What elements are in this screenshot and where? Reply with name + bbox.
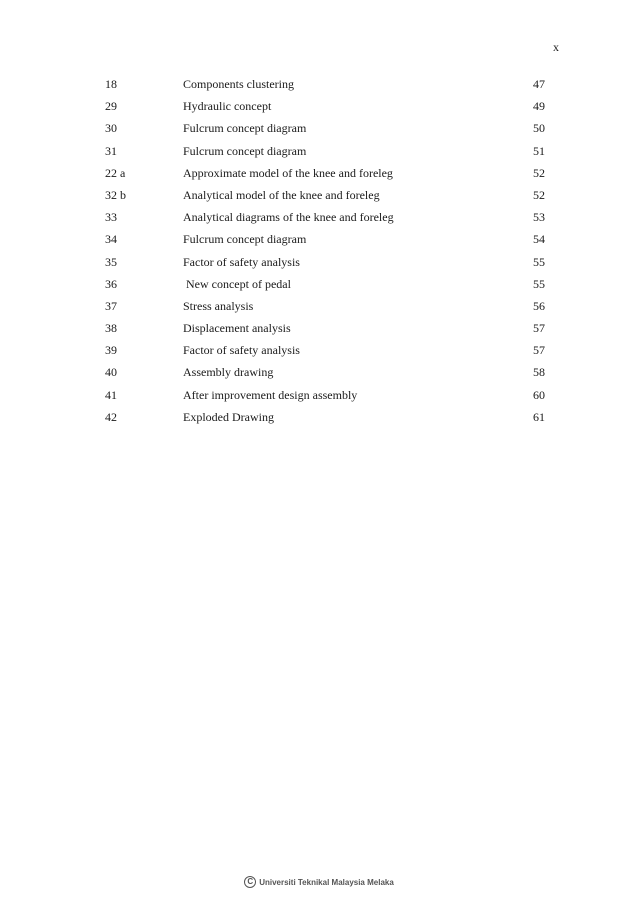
toc-row	[105, 231, 545, 253]
figure-page: 55	[533, 254, 545, 269]
figure-title: Displacement analysis	[183, 321, 291, 336]
figure-title: Analytical model of the knee and foreleg	[183, 187, 380, 202]
figure-number: 33	[105, 210, 117, 225]
toc-row	[105, 120, 545, 142]
figure-title: Assembly drawing	[183, 365, 274, 380]
figure-title: Fulcrum concept diagram	[183, 232, 307, 247]
figure-page: 61	[533, 409, 545, 424]
figure-title: Factor of safety analysis	[183, 254, 300, 269]
figure-number: 22 a	[105, 165, 126, 180]
toc-row	[105, 276, 545, 298]
figure-page: 55	[533, 276, 545, 291]
figure-title: Stress analysis	[183, 298, 254, 313]
figure-number: 39	[105, 343, 117, 358]
footer	[0, 876, 638, 888]
figure-number: 37	[105, 298, 117, 313]
list-of-figures	[105, 76, 545, 431]
figure-page: 58	[533, 365, 545, 380]
figure-page: 56	[533, 298, 545, 313]
toc-row	[105, 320, 545, 342]
figure-number: 40	[105, 365, 117, 380]
figure-page: 52	[533, 165, 545, 180]
page-number: x	[553, 40, 559, 54]
toc-row	[105, 409, 545, 431]
figure-page: 49	[533, 99, 545, 114]
toc-row	[105, 165, 545, 187]
figure-page: 51	[533, 143, 545, 158]
figure-page: 60	[533, 387, 545, 402]
figure-title: Hydraulic concept	[183, 99, 272, 114]
figure-number: 42	[105, 409, 117, 424]
figure-page: 52	[533, 187, 545, 202]
figure-page: 50	[533, 121, 545, 136]
figure-title: Fulcrum concept diagram	[183, 143, 307, 158]
figure-page: 54	[533, 232, 545, 247]
toc-row	[105, 187, 545, 209]
toc-row	[105, 364, 545, 386]
figure-number: 38	[105, 321, 117, 336]
toc-row	[105, 387, 545, 409]
figure-title: After improvement design assembly	[183, 387, 358, 402]
figure-title: Components clustering	[183, 77, 294, 91]
toc-row	[105, 254, 545, 276]
figure-number: 34	[105, 232, 117, 247]
toc-row	[105, 342, 545, 364]
copyright-logo-icon: C	[244, 876, 256, 888]
figure-number: 35	[105, 254, 117, 269]
figure-number: 32 b	[105, 187, 126, 202]
figure-number: 31	[105, 143, 117, 158]
figure-page: 53	[533, 210, 545, 225]
figure-title: New concept of pedal	[183, 276, 291, 291]
toc-row	[105, 76, 545, 98]
figure-title: Factor of safety analysis	[183, 343, 300, 358]
figure-title: Analytical diagrams of the knee and foreleg	[183, 210, 394, 225]
figure-number: 18	[105, 77, 117, 91]
toc-row	[105, 298, 545, 320]
figure-title: Exploded Drawing	[183, 409, 274, 424]
footer-text: Universiti Teknikal Malaysia Melaka	[259, 877, 394, 887]
figure-title: Fulcrum concept diagram	[183, 121, 307, 136]
toc-row	[105, 143, 545, 165]
figure-number: 36	[105, 276, 117, 291]
toc-row	[105, 209, 545, 231]
figure-page: 47	[533, 77, 545, 91]
figure-page: 57	[533, 321, 545, 336]
figure-title: Approximate model of the knee and foreleg	[183, 165, 393, 180]
figure-number: 29	[105, 99, 117, 114]
toc-row	[105, 98, 545, 120]
figure-number: 41	[105, 387, 117, 402]
figure-page: 57	[533, 343, 545, 358]
figure-number: 30	[105, 121, 117, 136]
